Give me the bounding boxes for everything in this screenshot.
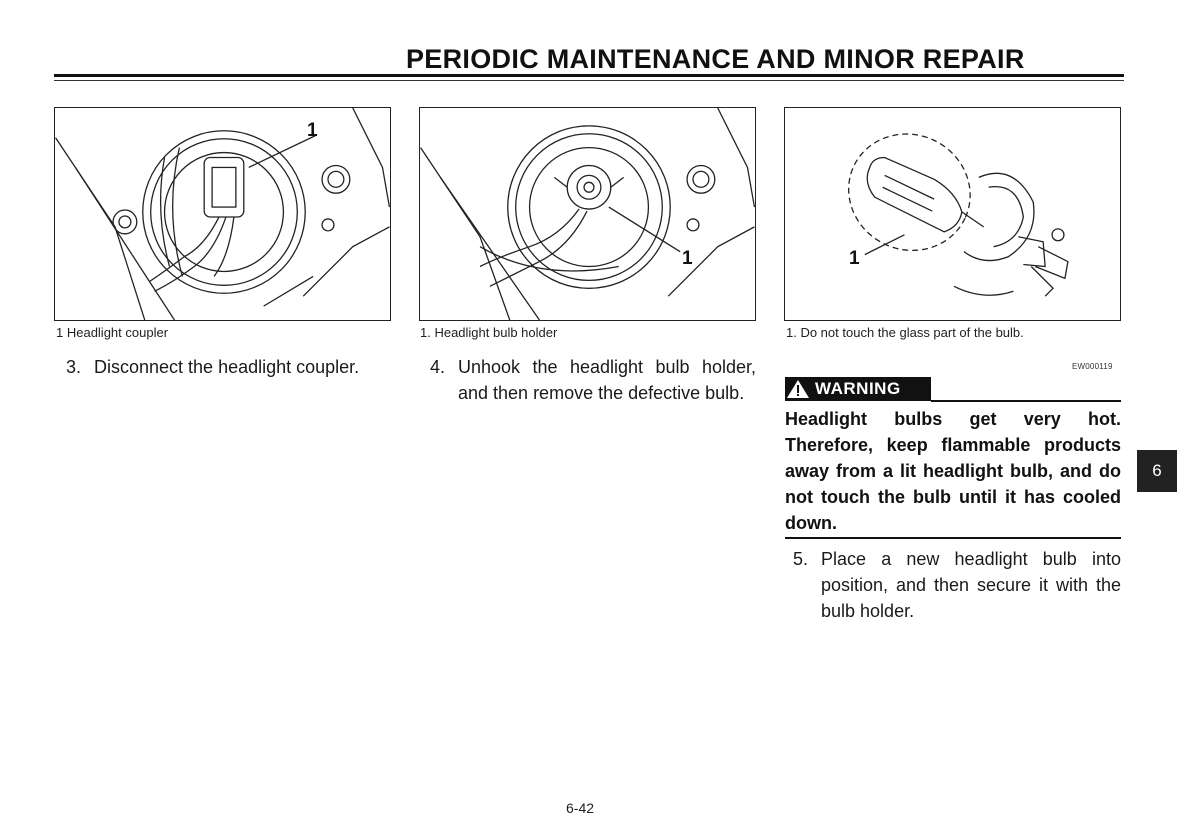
warning-triangle-icon — [785, 377, 811, 401]
headlight-coupler-illustration — [55, 108, 390, 320]
halogen-bulb-figure — [784, 107, 1121, 321]
step-number: 4. — [430, 357, 446, 377]
figure-caption: 1. Do not touch the glass part of the bulb. — [786, 325, 1024, 340]
warning-code: EW000119 — [1072, 362, 1113, 371]
callout-number: 1 — [307, 120, 318, 141]
header-rule-thin — [54, 80, 1124, 81]
step-text: Unhook the headlight bulb holder, and then remove the defective bulb. — [458, 357, 756, 403]
warning-text: Headlight bulbs get very hot. Therefore, keep flammable products away from a lit headlight bulb, and do not touch the bulb until it has cooled down. — [785, 409, 1121, 533]
warning-rule — [931, 400, 1121, 402]
chapter-tab: 6 — [1137, 450, 1177, 492]
halogen-bulb-illustration — [785, 108, 1120, 320]
step-number: 5. — [793, 549, 809, 569]
header-rule — [54, 74, 1124, 77]
bulb-holder-figure — [419, 107, 756, 321]
page-title: PERIODIC MAINTENANCE AND MINOR REPAIR — [406, 44, 1025, 74]
figure-caption: 1 Headlight coupler — [56, 325, 169, 340]
page-number: 6-42 — [566, 800, 595, 816]
figure-caption: 1. Headlight bulb holder — [420, 325, 558, 340]
callout-number: 1 — [849, 248, 860, 269]
warning-bottom-rule — [785, 537, 1121, 539]
step-number: 3. — [66, 357, 82, 377]
step-text: Disconnect the headlight coupler. — [94, 357, 360, 377]
warning-badge — [785, 377, 931, 401]
warning-label: WARNING — [815, 379, 901, 398]
bulb-holder-illustration — [420, 108, 755, 320]
headlight-coupler-figure — [54, 107, 391, 321]
callout-number: 1 — [682, 248, 693, 269]
step-text: Place a new headlight bulb into position, and then secure it with the bulb holder. — [821, 549, 1121, 621]
